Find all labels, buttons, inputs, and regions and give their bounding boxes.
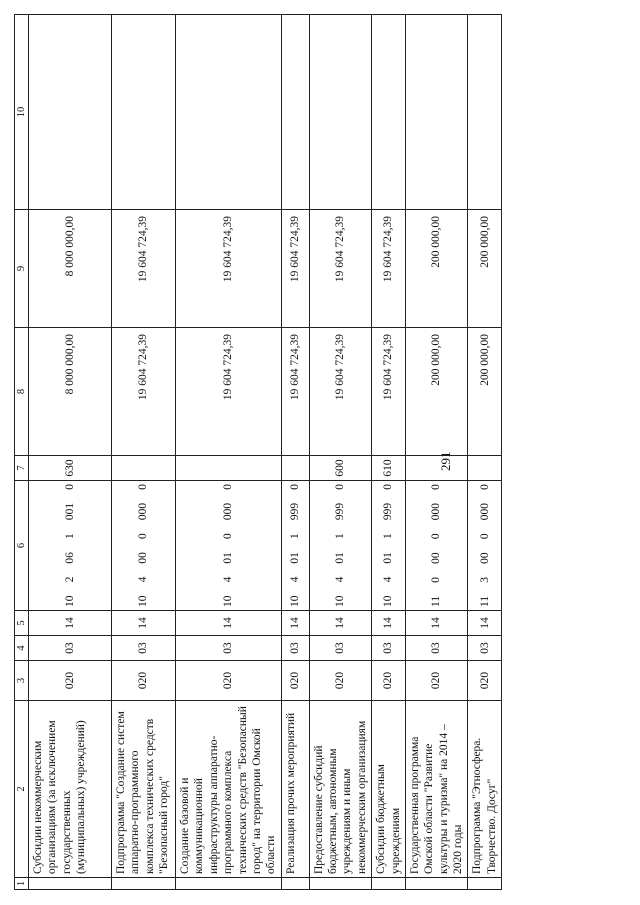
expense-type-code: 600 — [309, 456, 372, 481]
subsection-code: 14 — [468, 611, 502, 636]
table-row — [29, 15, 112, 890]
table-row — [112, 15, 176, 890]
amount-col8: 19 604 724,39 — [372, 328, 406, 456]
code-part: 10 — [137, 595, 150, 607]
column-number-row — [15, 15, 29, 890]
row-marker-cell — [468, 878, 502, 890]
col-header: 4 — [15, 636, 29, 661]
amount-col10 — [176, 15, 282, 210]
subsection-code: 14 — [372, 611, 406, 636]
amount-col10 — [281, 15, 309, 210]
expense-type-code — [405, 456, 468, 481]
target-article-code — [468, 481, 502, 611]
admin-code: 020 — [405, 661, 468, 701]
amount-col8: 19 604 724,39 — [176, 328, 282, 456]
col-header: 8 — [15, 328, 29, 456]
amount-col9: 19 604 724,39 — [112, 210, 176, 328]
admin-code: 020 — [468, 661, 502, 701]
amount-col10 — [405, 15, 468, 210]
code-part: 0 — [222, 484, 235, 490]
admin-code: 020 — [176, 661, 282, 701]
code-part: 00 — [430, 552, 443, 564]
code-part: 0 — [382, 484, 395, 490]
code-part: 001 — [63, 502, 76, 521]
expense-type-code — [468, 456, 502, 481]
code-part: 01 — [222, 552, 235, 564]
amount-col9: 200 000,00 — [468, 210, 502, 328]
section-code: 03 — [176, 636, 282, 661]
page-number: 291 — [438, 451, 453, 471]
col-header: 1 — [15, 878, 29, 890]
target-article-code — [309, 481, 372, 611]
row-name: Подпрограмма "Этносфера. Творчество. Досуг" — [468, 701, 502, 878]
code-part: 4 — [137, 576, 150, 583]
amount-col9: 8 000 000,00 — [29, 210, 112, 328]
row-marker-cell — [372, 878, 406, 890]
code-part: 00 — [137, 552, 150, 564]
code-part: 3 — [478, 577, 491, 583]
row-name: Государственная программа Омской области "Развитие культуры и туризма" на 2014 – 2020 годы — [405, 701, 468, 878]
code-part: 000 — [137, 502, 150, 521]
code-part: 999 — [334, 502, 347, 521]
code-part: 0 — [430, 533, 443, 540]
expense-type-code: 610 — [372, 456, 406, 481]
amount-col8: 200 000,00 — [468, 328, 502, 456]
code-part: 1 — [334, 533, 347, 539]
code-part: 999 — [382, 502, 395, 521]
subsection-code: 14 — [405, 611, 468, 636]
subsection-code: 14 — [281, 611, 309, 636]
row-name: Предоставление субсидий бюджетным, автономным учреждениям и иным некоммерческим организациям — [309, 701, 372, 878]
row-marker-cell — [112, 878, 176, 890]
subsection-code: 14 — [176, 611, 282, 636]
row-name: Создание базовой и коммуникационной инфраструктуры аппаратно-программного комплекса технических средств "Безопасный город" на территории Омской области — [176, 701, 282, 878]
subsection-code: 14 — [112, 611, 176, 636]
amount-col10 — [29, 15, 112, 210]
admin-code: 020 — [309, 661, 372, 701]
col-header: 3 — [15, 661, 29, 701]
code-part: 4 — [222, 576, 235, 583]
row-marker-cell — [405, 878, 468, 890]
table-row — [309, 15, 372, 890]
budget-table — [14, 14, 502, 890]
amount-col9: 19 604 724,39 — [281, 210, 309, 328]
col-header: 7 — [15, 456, 29, 481]
table-row — [405, 15, 468, 890]
amount-col9: 19 604 724,39 — [309, 210, 372, 328]
code-part: 4 — [334, 576, 347, 583]
section-code: 03 — [468, 636, 502, 661]
amount-col10 — [468, 15, 502, 210]
admin-code: 020 — [112, 661, 176, 701]
amount-col10 — [112, 15, 176, 210]
section-code: 03 — [372, 636, 406, 661]
code-part: 11 — [430, 595, 443, 607]
subsection-code: 14 — [29, 611, 112, 636]
amount-col9: 200 000,00 — [405, 210, 468, 328]
target-article-code — [405, 481, 468, 611]
row-marker-cell — [176, 878, 282, 890]
section-code: 03 — [281, 636, 309, 661]
code-part: 0 — [63, 484, 76, 490]
code-part: 01 — [382, 552, 395, 564]
target-article-code — [372, 481, 406, 611]
code-part: 10 — [334, 595, 347, 607]
row-marker-cell — [29, 878, 112, 890]
code-part: 4 — [288, 576, 301, 583]
code-part: 10 — [382, 595, 395, 607]
section-code: 03 — [29, 636, 112, 661]
amount-col8: 19 604 724,39 — [112, 328, 176, 456]
code-part: 06 — [63, 552, 76, 564]
row-name: Подпрограмма "Создание систем аппаратно-программного комплекса технических средств "Безопасный город" — [112, 701, 176, 878]
admin-code: 020 — [281, 661, 309, 701]
code-part: 000 — [430, 502, 443, 521]
code-part: 0 — [288, 484, 301, 490]
admin-code: 020 — [29, 661, 112, 701]
row-marker-cell — [281, 878, 309, 890]
code-part: 1 — [288, 533, 301, 539]
code-part: 0 — [430, 577, 443, 583]
amount-col9: 19 604 724,39 — [176, 210, 282, 328]
col-header: 10 — [15, 15, 29, 210]
code-part: 0 — [222, 533, 235, 539]
section-code: 03 — [405, 636, 468, 661]
col-header: 6 — [15, 481, 29, 611]
amount-col10 — [372, 15, 406, 210]
table-row — [281, 15, 309, 890]
code-part: 0 — [334, 484, 347, 490]
table-row — [468, 15, 502, 890]
code-part: 0 — [137, 484, 150, 490]
amount-col8: 200 000,00 — [405, 328, 468, 456]
table-row — [372, 15, 406, 890]
expense-type-code — [281, 456, 309, 481]
table-row — [176, 15, 282, 890]
amount-col8: 19 604 724,39 — [309, 328, 372, 456]
code-part: 10 — [222, 595, 235, 607]
col-header: 5 — [15, 611, 29, 636]
row-marker-cell — [309, 878, 372, 890]
code-part: 10 — [63, 595, 76, 607]
col-header: 9 — [15, 210, 29, 328]
expense-type-code: 630 — [29, 456, 112, 481]
target-article-code — [281, 481, 309, 611]
expense-type-code — [176, 456, 282, 481]
code-part: 4 — [382, 576, 395, 583]
code-part: 999 — [288, 502, 301, 521]
code-part: 11 — [478, 595, 491, 607]
expense-type-code — [112, 456, 176, 481]
code-part: 000 — [478, 502, 491, 521]
subsection-code: 14 — [309, 611, 372, 636]
section-code: 03 — [309, 636, 372, 661]
target-article-code — [29, 481, 112, 611]
admin-code: 020 — [372, 661, 406, 701]
row-name: Реализация прочих мероприятий — [281, 701, 309, 878]
amount-col8: 19 604 724,39 — [281, 328, 309, 456]
target-article-code — [112, 481, 176, 611]
code-part: 0 — [478, 533, 491, 540]
amount-col9: 19 604 724,39 — [372, 210, 406, 328]
code-part: 0 — [478, 484, 491, 490]
code-part: 0 — [430, 484, 443, 490]
code-part: 00 — [478, 552, 491, 564]
col-header: 2 — [15, 701, 29, 878]
code-part: 1 — [382, 533, 395, 539]
section-code: 03 — [112, 636, 176, 661]
row-name: Субсидии бюджетным учреждениям — [372, 701, 406, 878]
code-part: 10 — [288, 595, 301, 607]
row-name: Субсидии некоммерческим организациям (за исключением государственных (муниципальных) учреждений) — [29, 701, 112, 878]
target-article-code — [176, 481, 282, 611]
code-part: 01 — [288, 552, 301, 564]
code-part: 0 — [137, 533, 150, 539]
amount-col10 — [309, 15, 372, 210]
code-part: 01 — [334, 552, 347, 564]
amount-col8: 8 000 000,00 — [29, 328, 112, 456]
code-part: 000 — [222, 502, 235, 521]
code-part: 2 — [63, 576, 76, 583]
code-part: 1 — [63, 533, 76, 539]
